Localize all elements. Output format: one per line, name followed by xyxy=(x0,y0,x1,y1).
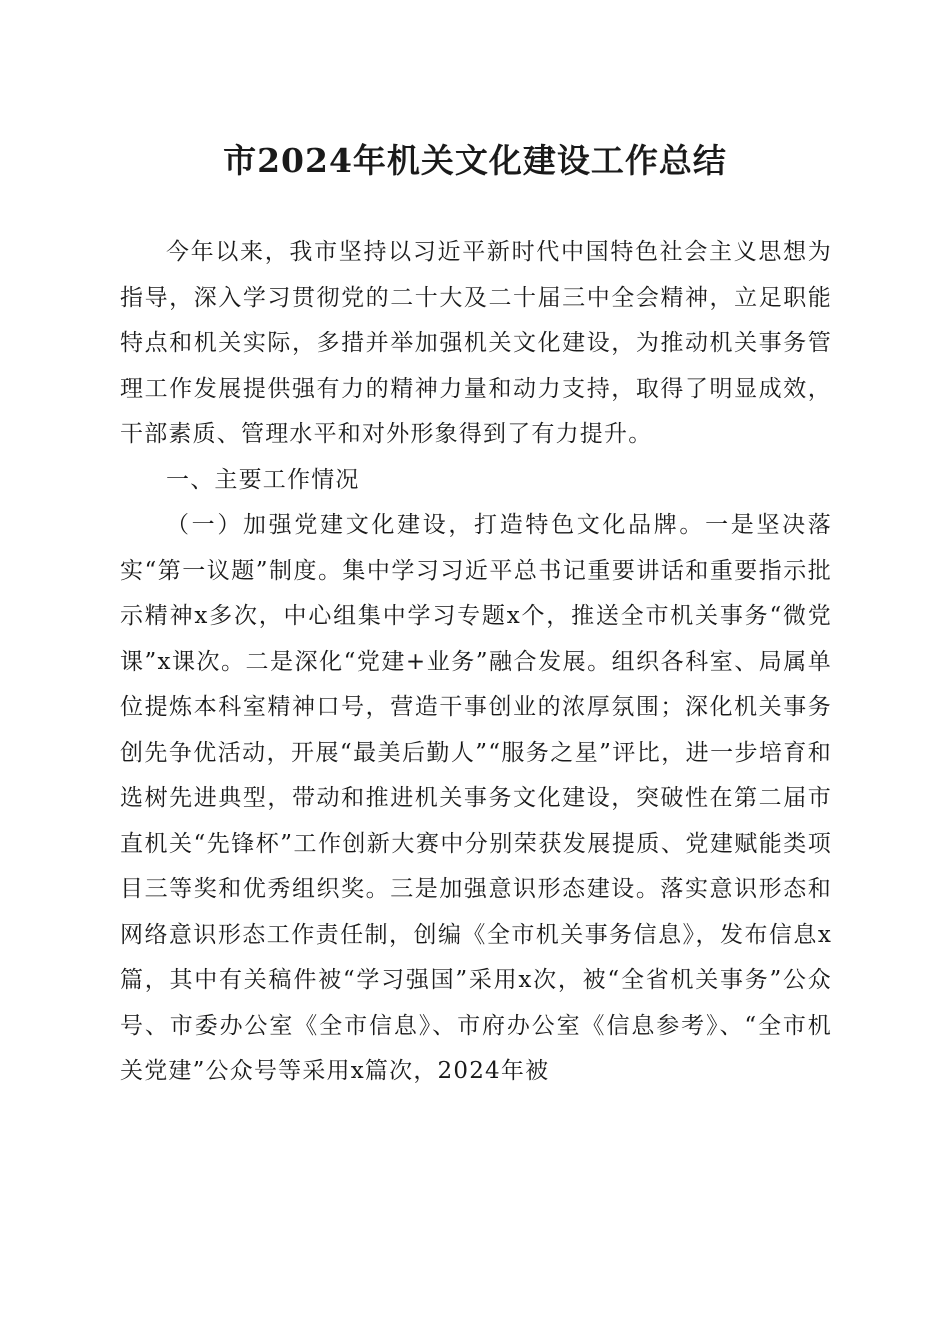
document-body xyxy=(120,230,832,1095)
section-heading: 一、主要工作情况 xyxy=(166,466,360,493)
document-title: 市2024年机关文化建设工作总结 xyxy=(223,141,727,180)
section-paragraph: （一）加强党建文化建设，打造特色文化品牌。一是坚决落实“第一议题”制度。集中学习习近平总书记重要讲话和重要指示批示精神x多次，中心组集中学习专题x个，推送全市机关事务“微党课”x课次。二是深化“党建+业务”融合发展。组织各科室、局属单位提炼本科室精神口号，营造干事创业的浓厚氛围；深化机关事务创先争优活动，开展“最美后勤人”“服务之星”评比，进一步培育和选树先进典型，带动和推进机关事务文化建设，突破性在第二届市直机关“先锋杯”工作创新大赛中分别荣获发展提质、党建赋能类项目三等奖和优秀组织奖。三是加强意识形态建设。落实意识形态和网络意识形态工作责任制，创编《全市机关事务信息》，发布信息x篇，其中有关稿件被“学习强国”采用x次，被“全省机关事务”公众号、市委办公室《全市信息》、市府办公室《信息参考》、“全市机关党建”公众号等采用x篇次，2024年被 xyxy=(120,512,832,1084)
intro-paragraph: 今年以来，我市坚持以习近平新时代中国特色社会主义思想为指导，深入学习贯彻党的二十大及二十届三中全会精神，立足职能特点和机关实际，多措并举加强机关文化建设，为推动机关事务管理工作发展提供强有力的精神力量和动力支持，取得了明显成效，干部素质、管理水平和对外形象得到了有力提升。 xyxy=(120,239,832,447)
